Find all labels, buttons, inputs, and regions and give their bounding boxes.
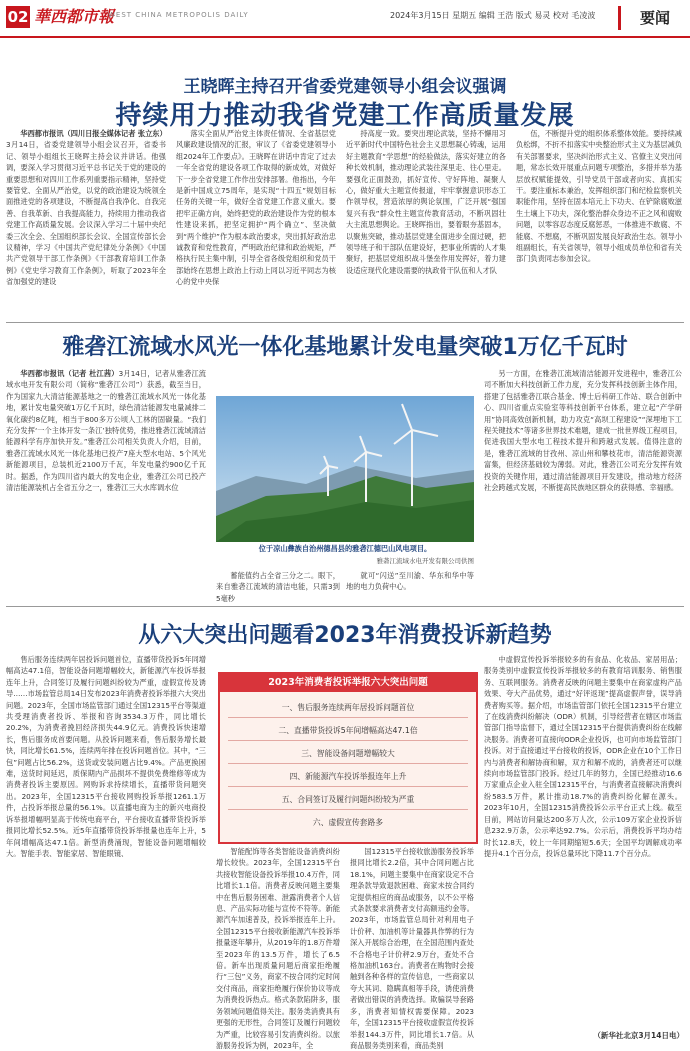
box-separator [228, 763, 468, 764]
box-item: 四、新能源汽车投诉举报连年上升 [289, 772, 407, 781]
box-title: 2023年消费者投诉举报六大突出问题 [220, 674, 476, 692]
box-separator [228, 717, 468, 718]
wind-farm-photo [216, 396, 474, 542]
article1-col-2: 落实全面从严治党主体责任情况、全省基层党风廉政建设情况的汇报，审议了《省委党建领导小组2024年工作要点》。王晓晖在讲话中肯定了过去一年全省党的建设各项工作取得的新成效，对做好下一步全省党建工作作出安排部署。他指出，今年是新中国成立75周年，是实现“十四五”规划目标任务的关键一年，做好全省党建工作意义重大。要把牢正确方向，始终把党的政治建设作为党的根本性建设来抓，把坚定拥护“两个确立”、坚决做到“两个维护”作为根本政治要求，突出抓好政治忠诚教育和党性教育，严明政治纪律和政治规矩，严格执行民主集中制，引导全省各级党组织和党员干部始终在思想上政治上行动上同以习近平同志为核心的党中央保 [176, 129, 336, 287]
box-item: 二、直播带货投诉5年间增幅高达47.1倍 [278, 726, 418, 735]
photo-caption: 位于凉山彝族自治州德昌县的雅砻江德巴山风电项目。 [258, 544, 432, 553]
box-separator [228, 786, 468, 787]
box-separator [228, 809, 468, 810]
article1-col-4: 伍，不断提升党的组织体系整体效能。要持续减负松绑，不折不扣落实中央整治形式主义为基层减负有关部署要求，坚决纠治形式主义、官僚主义突出问题，常态长效开展重点问题专项整治，多措并举为基层放权赋能提效，引导党员干部或者向实、真抓实干。要注重标本兼治，发挥组织部门和纪检监察机关职能作用，坚持在固本培元上下功夫、在铲除腐败滋生土壤上下功夫，深化整治群众身边不正之风和腐败问题，以零容忍态度反腐惩恶，一体推进不敢腐、不能腐、不想腐，不断巩固发展良好政治生态。领导小组副组长，有关省领导，领导小组成员单位和省有关部门负责同志参加会议。 [516, 129, 682, 264]
article1-subtitle: 王晓晖主持召开省委党建领导小组会议强调 [183, 77, 507, 97]
article2-col-2: 蓄能值约占全省三分之二。眼下，来自雅砻江流域的清洁电能，只需3到5毫秒 [216, 571, 340, 603]
divider [6, 606, 684, 607]
article1-title: 持续用力推动我省党建工作高质量发展 [115, 101, 575, 131]
paper-english-name: WEST CHINA METROPOLIS DAILY [108, 11, 249, 19]
six-problems-box [218, 672, 478, 844]
article2-byline: 华西都市报讯（记者 杜江茜） [20, 369, 119, 378]
box-item: 五、合同签订及履行问题纠纷较为严重 [281, 795, 415, 804]
box-item: 六、虚假宣传套路多 [312, 818, 384, 827]
article1-col-3: 持高度一致。要突出理论武装，坚持不懈用习近平新时代中国特色社会主义思想凝心铸魂，运用好主题教育“学思想”的经验做法，落实好建立的各种长效机制，推动理论武装往深里走、往心里走。要强化正面鼓劲，抓好宣传、守好阵地、凝聚人心，做好重大主题宣传报道，牢牢掌握意识形态工作领导权，营造浓厚的舆论氛围，广泛开展“强国复兴有我”群众性主题宣传教育活动，不断巩固壮大主流思想舆论。王晓晖指出，要着眼夯基固本，以聚焦突破，推动基层党建全面进步全面过硬，把领导班子和干部队伍建设好，把事业所需的人才集聚好，把基层党组织战斗堡垒作用发挥好，着力建设适应现代化建设需要的执政骨干队伍和人才队 [346, 129, 506, 275]
wind-turbine-image-icon [216, 396, 474, 542]
page-number: 02 [7, 8, 29, 26]
article1-col-1: 华西都市报讯（四川日报全媒体记者 张立东）3月14日，省委党建领导小组会议召开，省委书记、领导小组组长王晓晖主持会议并讲话。他强调，要深入学习贯彻习近平总书记关于党的建设的重要思想和对四川工作系列重要指示精神，坚持党要管党、全面从严治党，以党的政治建设为统领全面推进党的各项建设，不断提高自我净化、自我完善、自我革新、自我提高能力，持续用力推动我省党建工作高质量发展。会议深入学习二十届中央纪委三次全会、全国组织部长会议、全国宣传部长会议精神，学习《中国共产党纪律处分条例》《中国共产党领导干部工作条例》《干部教育培训工作条例》《党史学习教育工作条例》，听取了2023年全省加强党的建设 [6, 129, 167, 287]
article3-col-1: 售后服务连续两年居投诉问题首位，直播带货投诉5年同增幅高达47.1倍，智能设备问题增幅较大，新能源汽车投诉举报连年上升，合同签订及履行问题纠纷较为严重，虚假宣传及诱导……市场监管总局14日发布2023年消费者投诉举报六大突出问题。2023年，全国市场监管部门通过全国12315平台等渠道共受理消费者投诉、举报和咨询3534.3万件，同比增长20.2%，为消费者挽回经济损失44.9亿元。消费投诉快速增长，售后服务成首要问题。从投诉问题来看，售后服务增长最快，同比增长61.5%，连续两年排在投诉问题首位。其中，“三包”问题占比56.2%，送货或安装问题占比9.4%。产品更换困难，送货时间延迟，质保期内产品损坏不提供免费维修等成为消费者投诉主要原因。网购诉求持续增长，直播带货问题突出。2023年，全国12315平台接收网购投诉举报1261.1万件，占投诉举报总量的56.1%。以直播电商为主的新兴电商投诉举报增幅明显高于传统电商平台，平台接收直播带货投诉举报同比增长52.5%。近5年直播带货投诉举报量也连年上升，5年间增幅高达47.1倍。新型消费涌现，智能设备问题增幅较大。智能手表、智能家居、智能眼镜、 [6, 655, 206, 858]
article2-title: 雅砻江流域水风光一体化基地累计发电量突破1万亿千瓦时 [62, 335, 628, 360]
article2-col-3: 就可“闪送”至川渝、华东和华中等地的电力负荷中心。 [346, 571, 474, 592]
box-item: 一、售后服务连续两年居投诉问题首位 [281, 703, 415, 712]
masthead [0, 0, 690, 46]
dateline: （新华社北京3月14日电） [593, 1031, 684, 1040]
article3-col-3: 国12315平台接收旅游服务投诉举报同比增长2.2倍，其中合同问题占比18.1%，问题主要集中在商家设定不合理条款导致退款困难、商家未按合同约定提供相应的商品或服务，以不公平格式条款要求消费者支付高额违约金等。2023年，市场监管总局针对利用电子计价秤、加油机等计量器具作弊的行为深入开展综合治理，在全国范围内查处不合格电子计价秤2.9万台，查处不合格加油机163台。消费者在购物时会接触到各种各样的宣传信息，一些商家以夸大其词、隐瞒真相等手段，诱使消费者做出错误的消费选择。欺骗误导套路多，消费者知情权需要保障。2023年，全国12315平台接收虚假宣传投诉举报144.3万件，同比增长1.7倍。从商品服务类别来看，商品类别 [350, 847, 474, 1050]
article1-byline: 华西都市报讯（四川日报全媒体记者 张立东） [20, 129, 167, 138]
article3-col-2: 智能配饰等各类智能设备消费纠纷增长较快。2023年，全国12315平台共接收智能设备投诉举报10.4万件，同比增长1.1倍。消费者反映问题主要集中在售后服务困难、泄露消费者个人信息、产品实际功能与宣传不符等。新能源汽车加速普及，投诉举报连年上升。全国12315平台接收新能源汽车投诉举报量逐年攀升，从2019年的1.8万件增至2023年的13.5万件，增长了6.5倍。新车出现质量问题后商家拒绝履行“三包”义务，商家不按合同约定时间交付商品，商家拒绝履行保价协议等成为消费投诉热点。格式条款陷阱多，服务领域问题值得关注。服务类消费具有更强的无形性，合同签订及履行问题较为严重，比较容易引发消费纠纷。以旅游服务投诉为例，2023年，全 [216, 847, 340, 1050]
article2-col-1: 华西都市报讯（记者 杜江茜）3月14日，记者从雅砻江流域水电开发有限公司（简称“雅砻江公司”）获悉，截至当日，作为国家九大清洁能源基地之一的雅砻江流域水风光一体化基地，累计发电量突破1万亿千瓦时，绿色清洁能源发电量减排二氧化碳约8亿吨，相当于800多万公顷人工林的固碳量。“我们充分发挥‘一个主体开发一条江’独特优势，推进雅砻江流域清洁能源科学有序加快开发。”雅砻江公司相关负责人介绍，目前，雅砻江流域水风光一体化基地已投产7座大型水电站、5个风光新能源项目，总装机近2100万千瓦，年发电量约900亿千瓦时。据悉，作为四川省内最大的发电企业，雅砻江公司已投产清洁能源装机占全省五分之一，雅砻江三大水库调水位 [6, 369, 206, 493]
box-separator [228, 740, 468, 741]
article3-title: 从六大突出问题看2023年消费投诉新趋势 [138, 623, 552, 648]
paper-logo: 華西都市報 [34, 7, 115, 26]
photo-credit: 雅砻江流域水电开发有限公司供图 [376, 557, 474, 565]
box-item: 三、智能设备问题增幅较大 [301, 749, 395, 758]
divider [6, 322, 684, 323]
article2-col-2-top [216, 368, 474, 394]
article3-col-4: 中虚假宣传投诉举报较多的有食品、化妆品、家居用品；服务类别中虚假宣传投诉举报较多的有教育培训服务、销售服务、互联网服务。消费者反映的问题主要集中在商家虚构产品效果、夸大产品优势，通过“好评返现”提高虚假声誉，误导消费者购买等。据介绍，市场监管部门依托全国12315平台建立了在线消费纠纷解决（ODR）机制，引导经营者在辖区市场监管部门指导监督下，通过全国12315平台提供消费纠纷在线解决服务。消费者可直接向ODR企业投诉，也可向市场监管部门投诉。对于直接通过平台接收的投诉，ODR企业在10个工作日内与消费者和解协商和解，双方和解不成的，消费者还可以继续向市场监管部门投诉。经过几年的努力，全国已经推动16.6万家重点企业入驻全国12315平台，与消费者直接解决消费纠纷583.5万件，累计推动18.7%的消费纠纷化解在源头。2023年10月，全国12315消费投诉公示平台正式上线。截至目前，网站访问量达200多万人次，公示109万家企业投诉信息232.9万条，公示率达92.7%。公示后，消费投诉平均办结时长12.8天，较上一年同期缩短5.6天；全国平均调解成功率提升4.1个百分点，投诉总量环比下降11.7个百分点。 [484, 655, 682, 858]
section-tag: 要闻 [618, 6, 689, 30]
masthead-rule [0, 36, 690, 38]
issue-meta: 2024年3月15日 星期五 编辑 王浩 版式 易灵 校对 毛凌波 [390, 11, 596, 20]
article2-col-4: 另一方面，在雅砻江流域清洁能源开发进程中，雅砻江公司不断加大科技创新工作力度，充分发挥科技创新主体作用，搭建了包括雅砻江联合基金、博士后科研工作站、联合创新中心、四川省重点实验室等科技创新平台体系，建立起“产学研用”协同高效创新机制，助力攻克“高坝工程建设”“深埋地下工程关键技术”等诸多世界技术难题，建成一批世界级工程项目，促进我国大型水电工程技术提升和跨越式发展。值得注意的是，雅砻江流域的甘孜州、凉山州和攀枝花市，清洁能源资源富集，但经济基础较为薄弱。对此，雅砻江公司充分发挥有效投资的关键作用，通过清洁能源项目开发建设，推动地方经济社会跨越式发展，不断提高民族地区群众的获得感、幸福感。 [484, 369, 682, 493]
